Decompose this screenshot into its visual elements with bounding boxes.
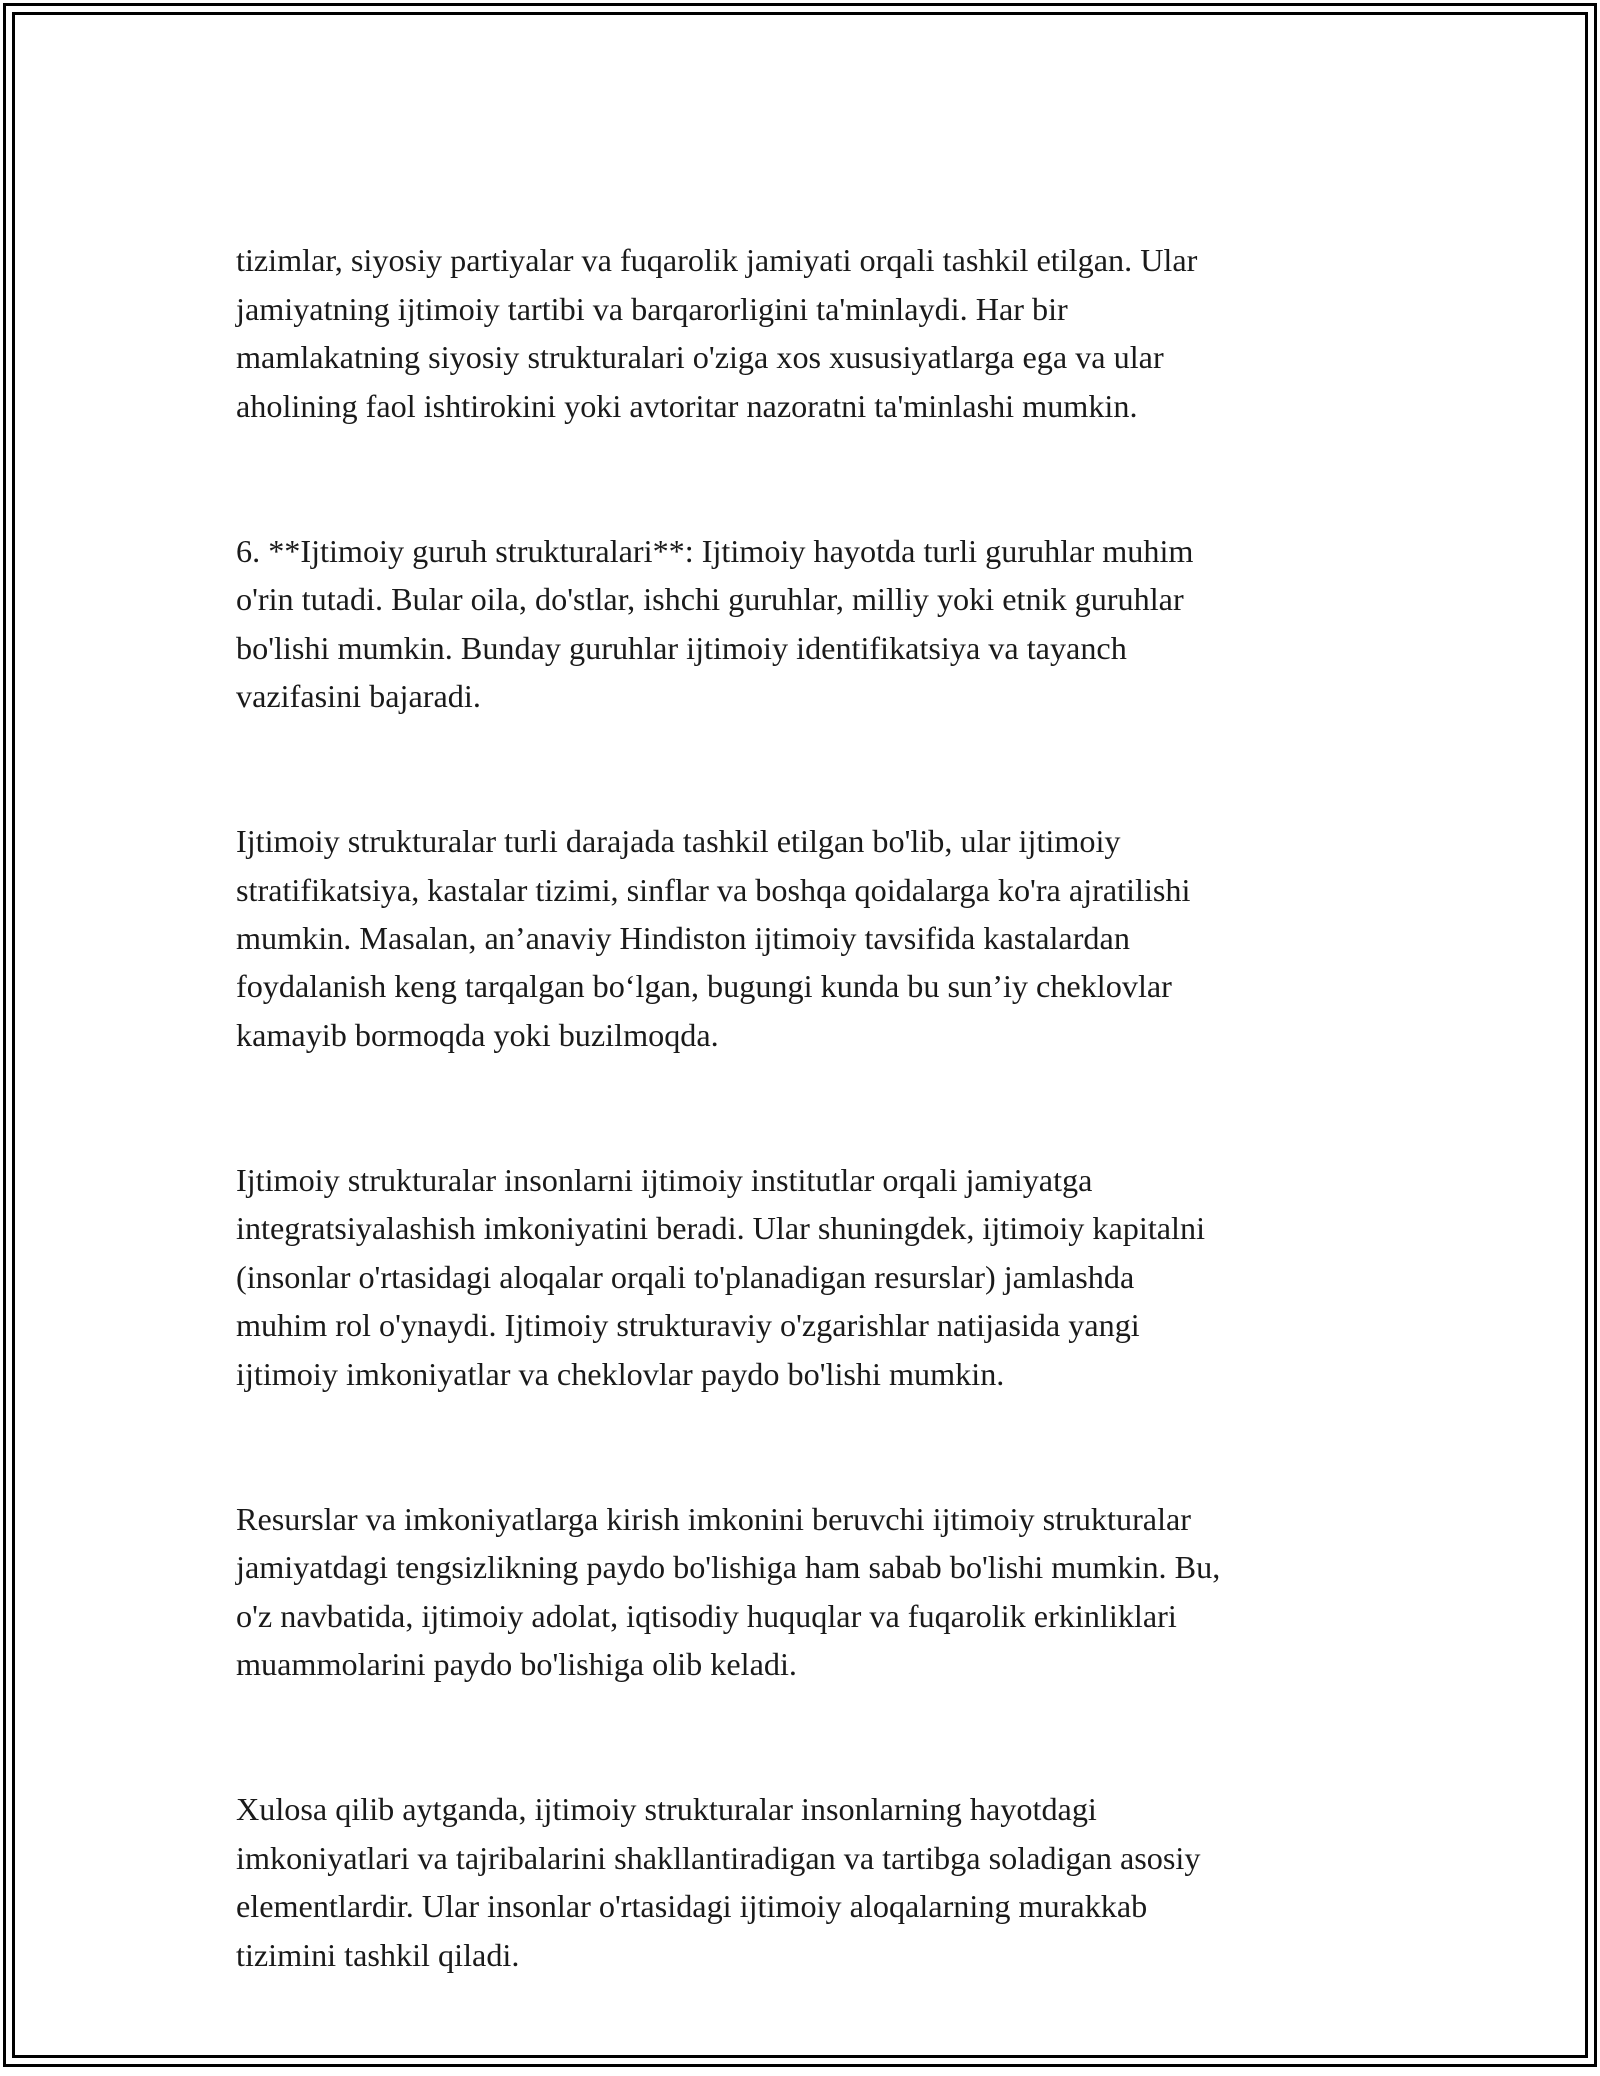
paragraph-political-structures: tizimlar, siyosiy partiyalar va fuqarolik jamiyati orqali tashkil etilgan. Ular jamiyatning ijtimoiy tartibi va barqarorligini ta'minlaydi. Har bir mamlakatning siyosiy strukturalari o'ziga xos xususiyatlarga ega va ular aholining faol ishtirokini yoki avtoritar nazoratni ta'minlashi mumkin. <box>236 242 1198 424</box>
paragraph-integration: Ijtimoiy strukturalar insonlarni ijtimoiy institutlar orqali jamiyatga integratsiyalashish imkoniyatini beradi. Ular shuningdek, ijtimoiy kapitalni (insonlar o'rtasidagi aloqalar orqali to'planadigan resurslar) jamlashda muhim rol o'ynaydi. Ijtimoiy strukturaviy o'zgarishlar natijasida yangi ijtimoiy imkoniyatlar va cheklovlar paydo bo'lishi mumkin. <box>236 1162 1206 1392</box>
paragraph-conclusion: Xulosa qilib aytganda, ijtimoiy strukturalar insonlarning hayotdagi imkoniyatlari va tajribalarini shakllantiradigan va tartibga soladigan asosiy elementlardir. Ular insonlar o'rtasidagi ijtimoiy aloqalarning murakkab tizimini tashkil qiladi. <box>236 1791 1201 1973</box>
document-body <box>236 188 1376 2076</box>
paragraph-inequality: Resurslar va imkoniyatlarga kirish imkonini beruvchi ijtimoiy strukturalar jamiyatdagi tengsizlikning paydo bo'lishiga ham sabab bo'lishi mumkin. Bu, o'z navbatida, ijtimoiy adolat, iqtisodiy huquqlar va fuqarolik erkinliklari muammolarini paydo bo'lishiga olib keladi. <box>236 1500 1221 1683</box>
paragraph-social-group-structures: 6. **Ijtimoiy guruh strukturalari**: Ijtimoiy hayotda turli guruhlar muhim o'rin tutadi. Bular oila, do'stlar, ishchi guruhlar, milliy yoki etnik guruhlar bo'lishi mumkin. Bunday guruhlar ijtimoiy identifikatsiya va tayanch vazifasini bajaradi. <box>236 532 1194 715</box>
paragraph-stratification: Ijtimoiy strukturalar turli darajada tashkil etilgan bo'lib, ular ijtimoiy stratifikatsiya, kastalar tizimi, sinflar va boshqa qoidalarga ko'ra ajratilishi mumkin. Masalan, an’anaviy Hindiston ijtimoiy tavsifida kastalardan foydalanish keng tarqalgan bo‘lgan, bugungi kunda bu sun’iy cheklovlar kamayib bormoqda yoki buzilmoqda. <box>236 823 1191 1053</box>
